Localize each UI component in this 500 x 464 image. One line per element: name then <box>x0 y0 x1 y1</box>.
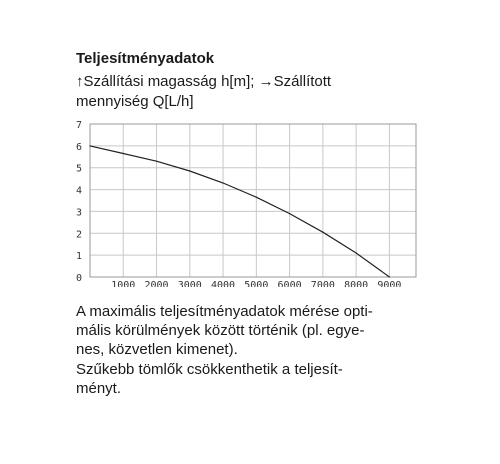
x-tick-label: 9000 <box>377 280 402 287</box>
data-point <box>389 276 390 277</box>
y-tick-label: 6 <box>75 141 82 153</box>
x-tick-label: 6000 <box>277 280 302 287</box>
data-point <box>89 145 90 146</box>
measurement-note-line-3: nes, közvetlen kimenet). <box>76 341 238 358</box>
data-point <box>156 161 157 162</box>
performance-chart <box>70 112 420 287</box>
y-tick-label: 5 <box>75 163 82 175</box>
x-tick-label: 1000 <box>111 280 136 287</box>
data-point <box>123 153 124 154</box>
plot-frame <box>90 124 416 277</box>
data-point <box>289 213 290 214</box>
data-point <box>256 197 257 198</box>
data-point <box>189 170 190 171</box>
chart-title: Teljesítményadatok <box>76 50 215 67</box>
y-tick-label: 2 <box>75 229 82 241</box>
y-tick-label: 1 <box>75 251 82 263</box>
y-tick-label: 0 <box>75 273 82 284</box>
data-point <box>222 182 223 183</box>
x-tick-label: 5000 <box>244 280 269 287</box>
x-tick-label: 8000 <box>344 280 369 287</box>
measurement-note <box>76 302 396 359</box>
data-point <box>322 232 323 233</box>
x-tick-label: 4000 <box>211 280 236 287</box>
y-tick-label: 3 <box>75 207 82 219</box>
x-tick-label: 2000 <box>144 280 169 287</box>
hose-note-line-2: ményt. <box>76 380 122 397</box>
axis-description-line-2: mennyiség Q[L/h] <box>76 93 194 110</box>
hose-note <box>76 360 396 398</box>
y-tick-label: 7 <box>75 120 82 131</box>
axis-description <box>76 72 376 112</box>
data-point <box>356 252 357 253</box>
measurement-note-line-2: mális körülmények között történik (pl. egye- <box>76 322 365 339</box>
y-tick-label: 4 <box>75 185 82 197</box>
x-tick-label: 7000 <box>310 280 335 287</box>
measurement-note-line-1: A maximális teljesítményadatok mérése opti- <box>76 303 373 320</box>
hose-note-line-1: Szűkebb tömlők csökkenthetik a teljesít- <box>76 361 343 378</box>
axis-description-line-1: ↑Szállítási magasság h[m]; →Szállított <box>76 73 332 90</box>
x-tick-label: 3000 <box>177 280 202 287</box>
